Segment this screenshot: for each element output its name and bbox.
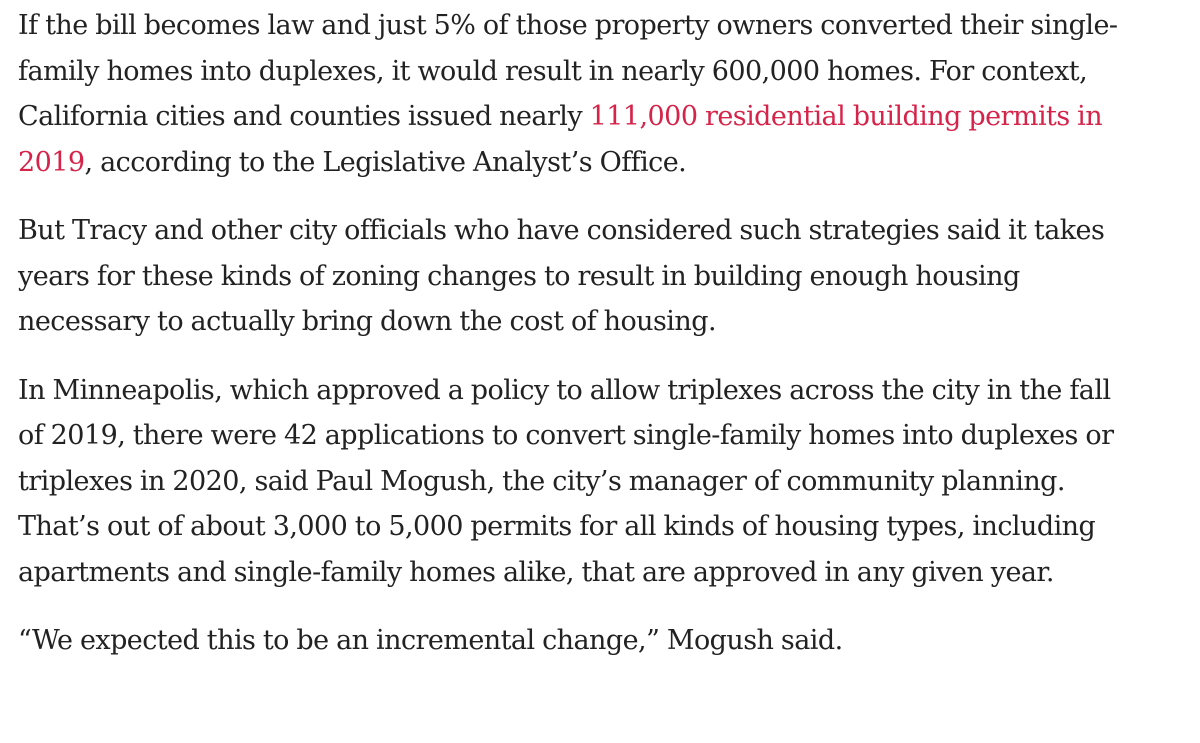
permits-report-link[interactable]: 111,000 residential building permits in: [589, 101, 1103, 132]
text-line: But Tracy and other city officials who have considered such strategies said it takes: [18, 215, 1105, 246]
text-line: years for these kinds of zoning changes to result in building enough housing: [18, 260, 1020, 292]
text-line: triplexes in 2020, said Paul Mogush, the city’s manager of community planning.: [18, 465, 1065, 497]
text-line: “We expected this to be an incremental change,” Mogush said.: [18, 625, 843, 656]
text-line: [18, 140, 1194, 186]
text-line: If the bill becomes law and just 5% of those property owners converted their single-: [18, 10, 1118, 41]
text-fragment: California cities and counties issued nearly: [18, 101, 590, 132]
text-fragment: , according to the Legislative Analyst’s Office.: [84, 146, 687, 178]
text-line: family homes into duplexes, it would result in nearly 600,000 homes. For context,: [18, 55, 1088, 87]
text-line: [18, 94, 1194, 140]
paragraph-minneapolis: [18, 368, 1194, 596]
article-body: [18, 3, 1194, 664]
text-line: apartments and single-family homes alike, that are approved in any given year.: [18, 556, 1054, 588]
permits-report-link-continued[interactable]: 2019: [18, 146, 85, 178]
text-line: of 2019, there were 42 applications to convert single-family homes into duplexes or: [18, 420, 1114, 451]
text-line: That’s out of about 3,000 to 5,000 permits for all kinds of housing types, including: [18, 511, 1096, 542]
paragraph-duplex-estimate: [18, 3, 1194, 185]
paragraph-zoning-timeline: [18, 208, 1194, 345]
text-line: In Minneapolis, which approved a policy to allow triplexes across the city in the fall: [18, 374, 1111, 406]
paragraph-quote: [18, 618, 1194, 664]
text-line: necessary to actually bring down the cost of housing.: [18, 306, 716, 337]
